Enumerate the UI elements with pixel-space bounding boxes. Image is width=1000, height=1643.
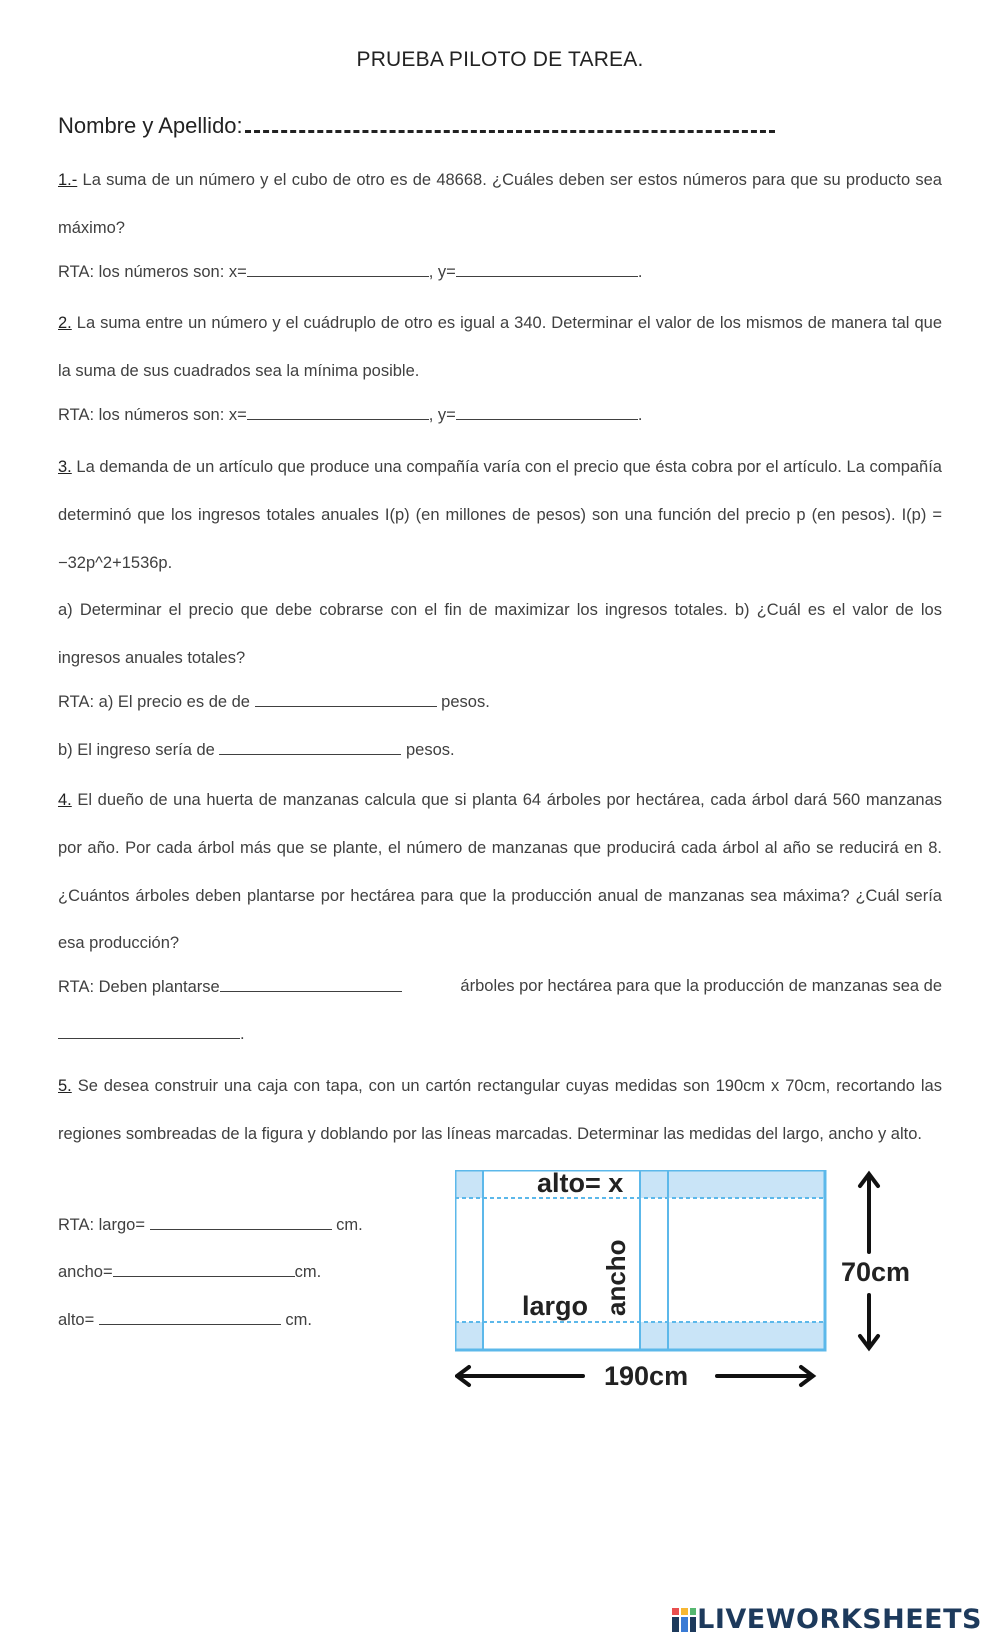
question-3-sub: a) Determinar el precio que debe cobrarse con el fin de maximizar los ingresos totales. b) ¿Cuál es el valor de los ingresos anuales totales? [58, 601, 942, 667]
q1-answer-prefix: RTA: los números son: x= [58, 263, 247, 281]
question-3-answer-b [58, 740, 455, 760]
q5-alto-end: cm. [280, 1311, 312, 1329]
shade-bottom-right [668, 1322, 825, 1350]
question-5-text: Se desea construir una caja con tapa, con un cartón rectangular cuyas medidas son 190cm x 70cm, recortando las regiones sombreadas de la figura y doblando por las líneas marcadas. Determinar las medidas del largo, ancho y alto. [58, 1077, 942, 1143]
q5-ancho-blank[interactable] [113, 1262, 295, 1277]
question-2-answer [58, 405, 642, 425]
q1-answer-end: . [637, 263, 643, 281]
question-2 [58, 300, 942, 396]
shade-top-right [668, 1170, 825, 1198]
q3-answer-b-end: pesos. [401, 741, 455, 759]
question-2-number: 2. [58, 314, 72, 332]
q5-ancho-prefix: ancho= [58, 1263, 113, 1281]
q5-largo-prefix: RTA: largo= [58, 1216, 150, 1234]
page-title: PRUEBA PILOTO DE TAREA. [356, 48, 644, 71]
q4-production-blank[interactable] [58, 1024, 240, 1039]
shade-top-left [455, 1170, 483, 1198]
figure-largo-label: largo [522, 1291, 589, 1321]
name-label: Nombre y Apellido: [58, 113, 243, 138]
question-2-text: La suma entre un número y el cuádruplo de otro es igual a 340. Determinar el valor de los mismos de manera tal que la suma de sus cuadrados sea la mínima posible. [58, 314, 942, 380]
question-3-number: 3. [58, 458, 72, 476]
question-4-number: 4. [58, 791, 72, 809]
shade-bottom-left [455, 1322, 483, 1350]
shade-top-mid [640, 1170, 668, 1198]
q3-answer-a-end: pesos. [436, 693, 490, 711]
q4-answer-end: . [240, 1025, 245, 1043]
q2-y-blank[interactable] [456, 405, 638, 420]
q5-alto-prefix: alto= [58, 1311, 99, 1329]
question-1-text: La suma de un número y el cubo de otro es de 48668. ¿Cuáles deben ser estos números para que su producto sea máximo? [58, 171, 942, 237]
q4-answer-mid: árboles por hectárea para que la producción de manzanas sea de [460, 977, 942, 995]
q5-largo-blank[interactable] [150, 1215, 332, 1230]
question-3-text: La demanda de un artículo que produce una compañía varía con el precio que ésta cobra por el artículo. La compañía determinó que los ingresos totales anuales I(p) (en millones de pesos) son una función del precio p (en pesos). I(p) = −32p^2+1536p. [58, 458, 942, 572]
box-net-figure [455, 1170, 975, 1410]
figure-alto-label: alto= x [537, 1170, 624, 1198]
name-row [58, 112, 775, 139]
liveworksheets-logo-icon [671, 1607, 697, 1633]
liveworksheets-logo-text: LIVEWORKSHEETS [697, 1604, 982, 1635]
question-5-answer-alto [58, 1310, 312, 1330]
question-4-answer [58, 977, 942, 997]
question-5-number: 5. [58, 1077, 72, 1095]
question-5-answer-ancho [58, 1262, 321, 1282]
name-input-line[interactable] [245, 112, 775, 133]
q1-x-blank[interactable] [247, 262, 429, 277]
question-5-answer-largo [58, 1215, 363, 1235]
q2-answer-end: . [637, 406, 643, 424]
question-4-text: El dueño de una huerta de manzanas calcula que si planta 64 árboles por hectárea, cada árbol dará 560 manzanas por año. Por cada árbol más que se plante, el número de manzanas que producirá cada árbol al año se reducirá en 8. ¿Cuántos árboles deben plantarse por hectárea para que la producción anual de manzanas sea máxima? ¿Cuál sería esa producción? [58, 791, 942, 953]
q5-ancho-end: cm. [294, 1263, 322, 1281]
q3-answer-b-prefix: b) El ingreso sería de [58, 741, 220, 759]
figure-ancho-label: ancho [601, 1239, 631, 1316]
q3-answer-a-prefix: RTA: a) El precio es de de [58, 693, 255, 711]
question-1-number: 1.- [58, 171, 78, 189]
height-label: 70cm [841, 1257, 911, 1287]
question-4-answer-cont [58, 1024, 245, 1044]
question-5 [58, 1063, 942, 1159]
question-3-answer-a [58, 692, 490, 712]
q3-price-blank[interactable] [255, 692, 437, 707]
question-3 [58, 444, 942, 587]
question-4 [58, 777, 942, 968]
q2-answer-prefix: RTA: los números son: x= [58, 406, 247, 424]
q2-answer-mid: , y= [428, 406, 456, 424]
q4-answer-prefix: RTA: Deben plantarse [58, 978, 220, 996]
q5-alto-blank[interactable] [99, 1310, 281, 1325]
question-1-answer [58, 262, 642, 282]
liveworksheets-logo [671, 1604, 982, 1635]
q1-answer-mid: , y= [428, 263, 456, 281]
q2-x-blank[interactable] [247, 405, 429, 420]
shade-bottom-mid [640, 1322, 668, 1350]
q1-y-blank[interactable] [456, 262, 638, 277]
q4-trees-blank[interactable] [220, 977, 402, 992]
q3-income-blank[interactable] [219, 740, 401, 755]
question-1 [58, 157, 942, 253]
q5-largo-end: cm. [331, 1216, 363, 1234]
width-label: 190cm [604, 1361, 689, 1391]
